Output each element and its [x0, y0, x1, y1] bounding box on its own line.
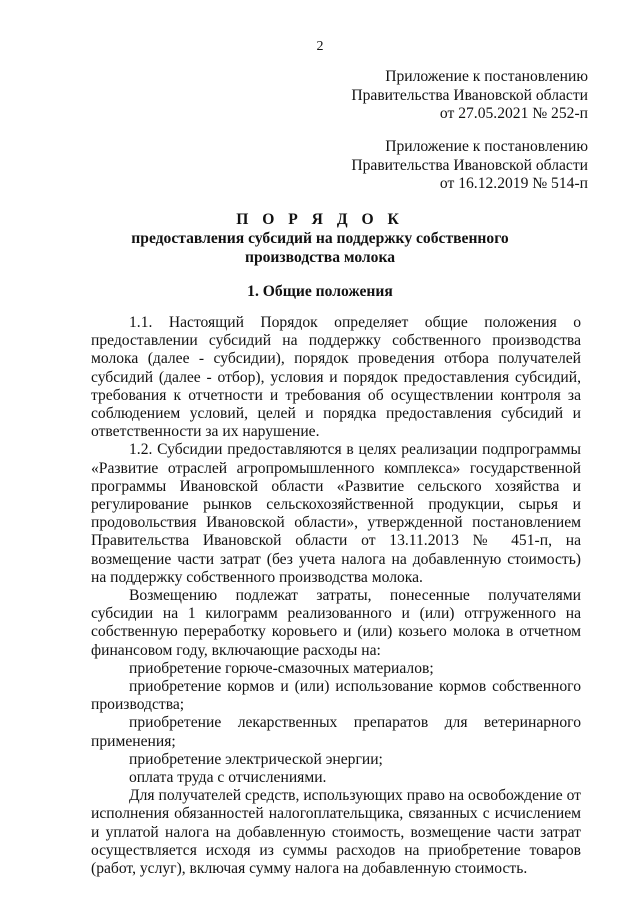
- appendix-note-original: [351, 138, 588, 194]
- paragraph: 1.2. Субсидии предоставляются в целях реализации подпрограммы «Развитие отраслей агропромышленного комплекса» государственной программы Ивановской области «Развитие сельского хозяйства и регулирование рынков сельскохозяйственной продукции, сырья и продовольствия Ивановской области», утвержденной постановлением Правительства Ивановской области от 13.11.2013 № 451-п, на возмещение части затрат (без учета налога на добавленную стоимость) на поддержку собственного производства молока.: [91, 441, 581, 586]
- list-item: оплата труда с отчислениями.: [129, 769, 327, 787]
- appendix-line: Правительства Ивановской области: [351, 156, 588, 174]
- document-title: П О Р Я Д О К: [236, 211, 404, 228]
- list-item: приобретение кормов и (или) использование кормов собственного производства;: [91, 678, 581, 714]
- document-subtitle: производства молока: [244, 249, 396, 266]
- document-subtitle: предоставления субсидий на поддержку собственного: [131, 230, 509, 247]
- appendix-line: Приложение к постановлению: [385, 138, 588, 155]
- page-number: 2: [316, 39, 324, 54]
- list-item: приобретение лекарственных препаратов для ветеринарного применения;: [91, 714, 581, 750]
- section-heading: 1. Общие положения: [247, 283, 393, 300]
- paragraph: Возмещению подлежат затраты, понесенные получателями субсидии на 1 килограмм реализованного и (или) отгруженного на собственную переработку коровьего и (или) козьего молока в отчетном финансовом году, включающие расходы на:: [91, 587, 581, 659]
- appendix-line: Правительства Ивановской области: [351, 86, 588, 104]
- appendix-line: Приложение к постановлению: [385, 68, 588, 85]
- appendix-line: от 16.12.2019 № 514-п: [439, 175, 588, 193]
- paragraph: Для получателей средств, использующих право на освобождение от исполнения обязанностей налогоплательщика, связанных с исчислением и уплатой налога на добавленную стоимость, возмещение части затрат осуществляется исходя из суммы расходов на приобретение товаров (работ, услуг), включая сумму налога на добавленную стоимость.: [91, 787, 581, 878]
- list-item: приобретение горюче-смазочных материалов;: [129, 659, 434, 677]
- list-item: приобретение электрической энергии;: [129, 750, 383, 768]
- document-body: [91, 314, 581, 878]
- appendix-line: от 27.05.2021 № 252-п: [439, 105, 588, 123]
- document-title-block: [0, 210, 640, 267]
- paragraph: 1.1. Настоящий Порядок определяет общие положения о предоставлении субсидий на поддержку собственного производства молока (далее - субсидии), порядок проведения отбора получателей субсидий (далее - отбор), условия и порядок предоставления субсидий, требования к отчетности и требования об осуществлении контроля за соблюдением условий, целей и порядка предоставления субсидий и ответственности за их нарушение.: [91, 314, 581, 441]
- appendix-note-current: [351, 68, 588, 124]
